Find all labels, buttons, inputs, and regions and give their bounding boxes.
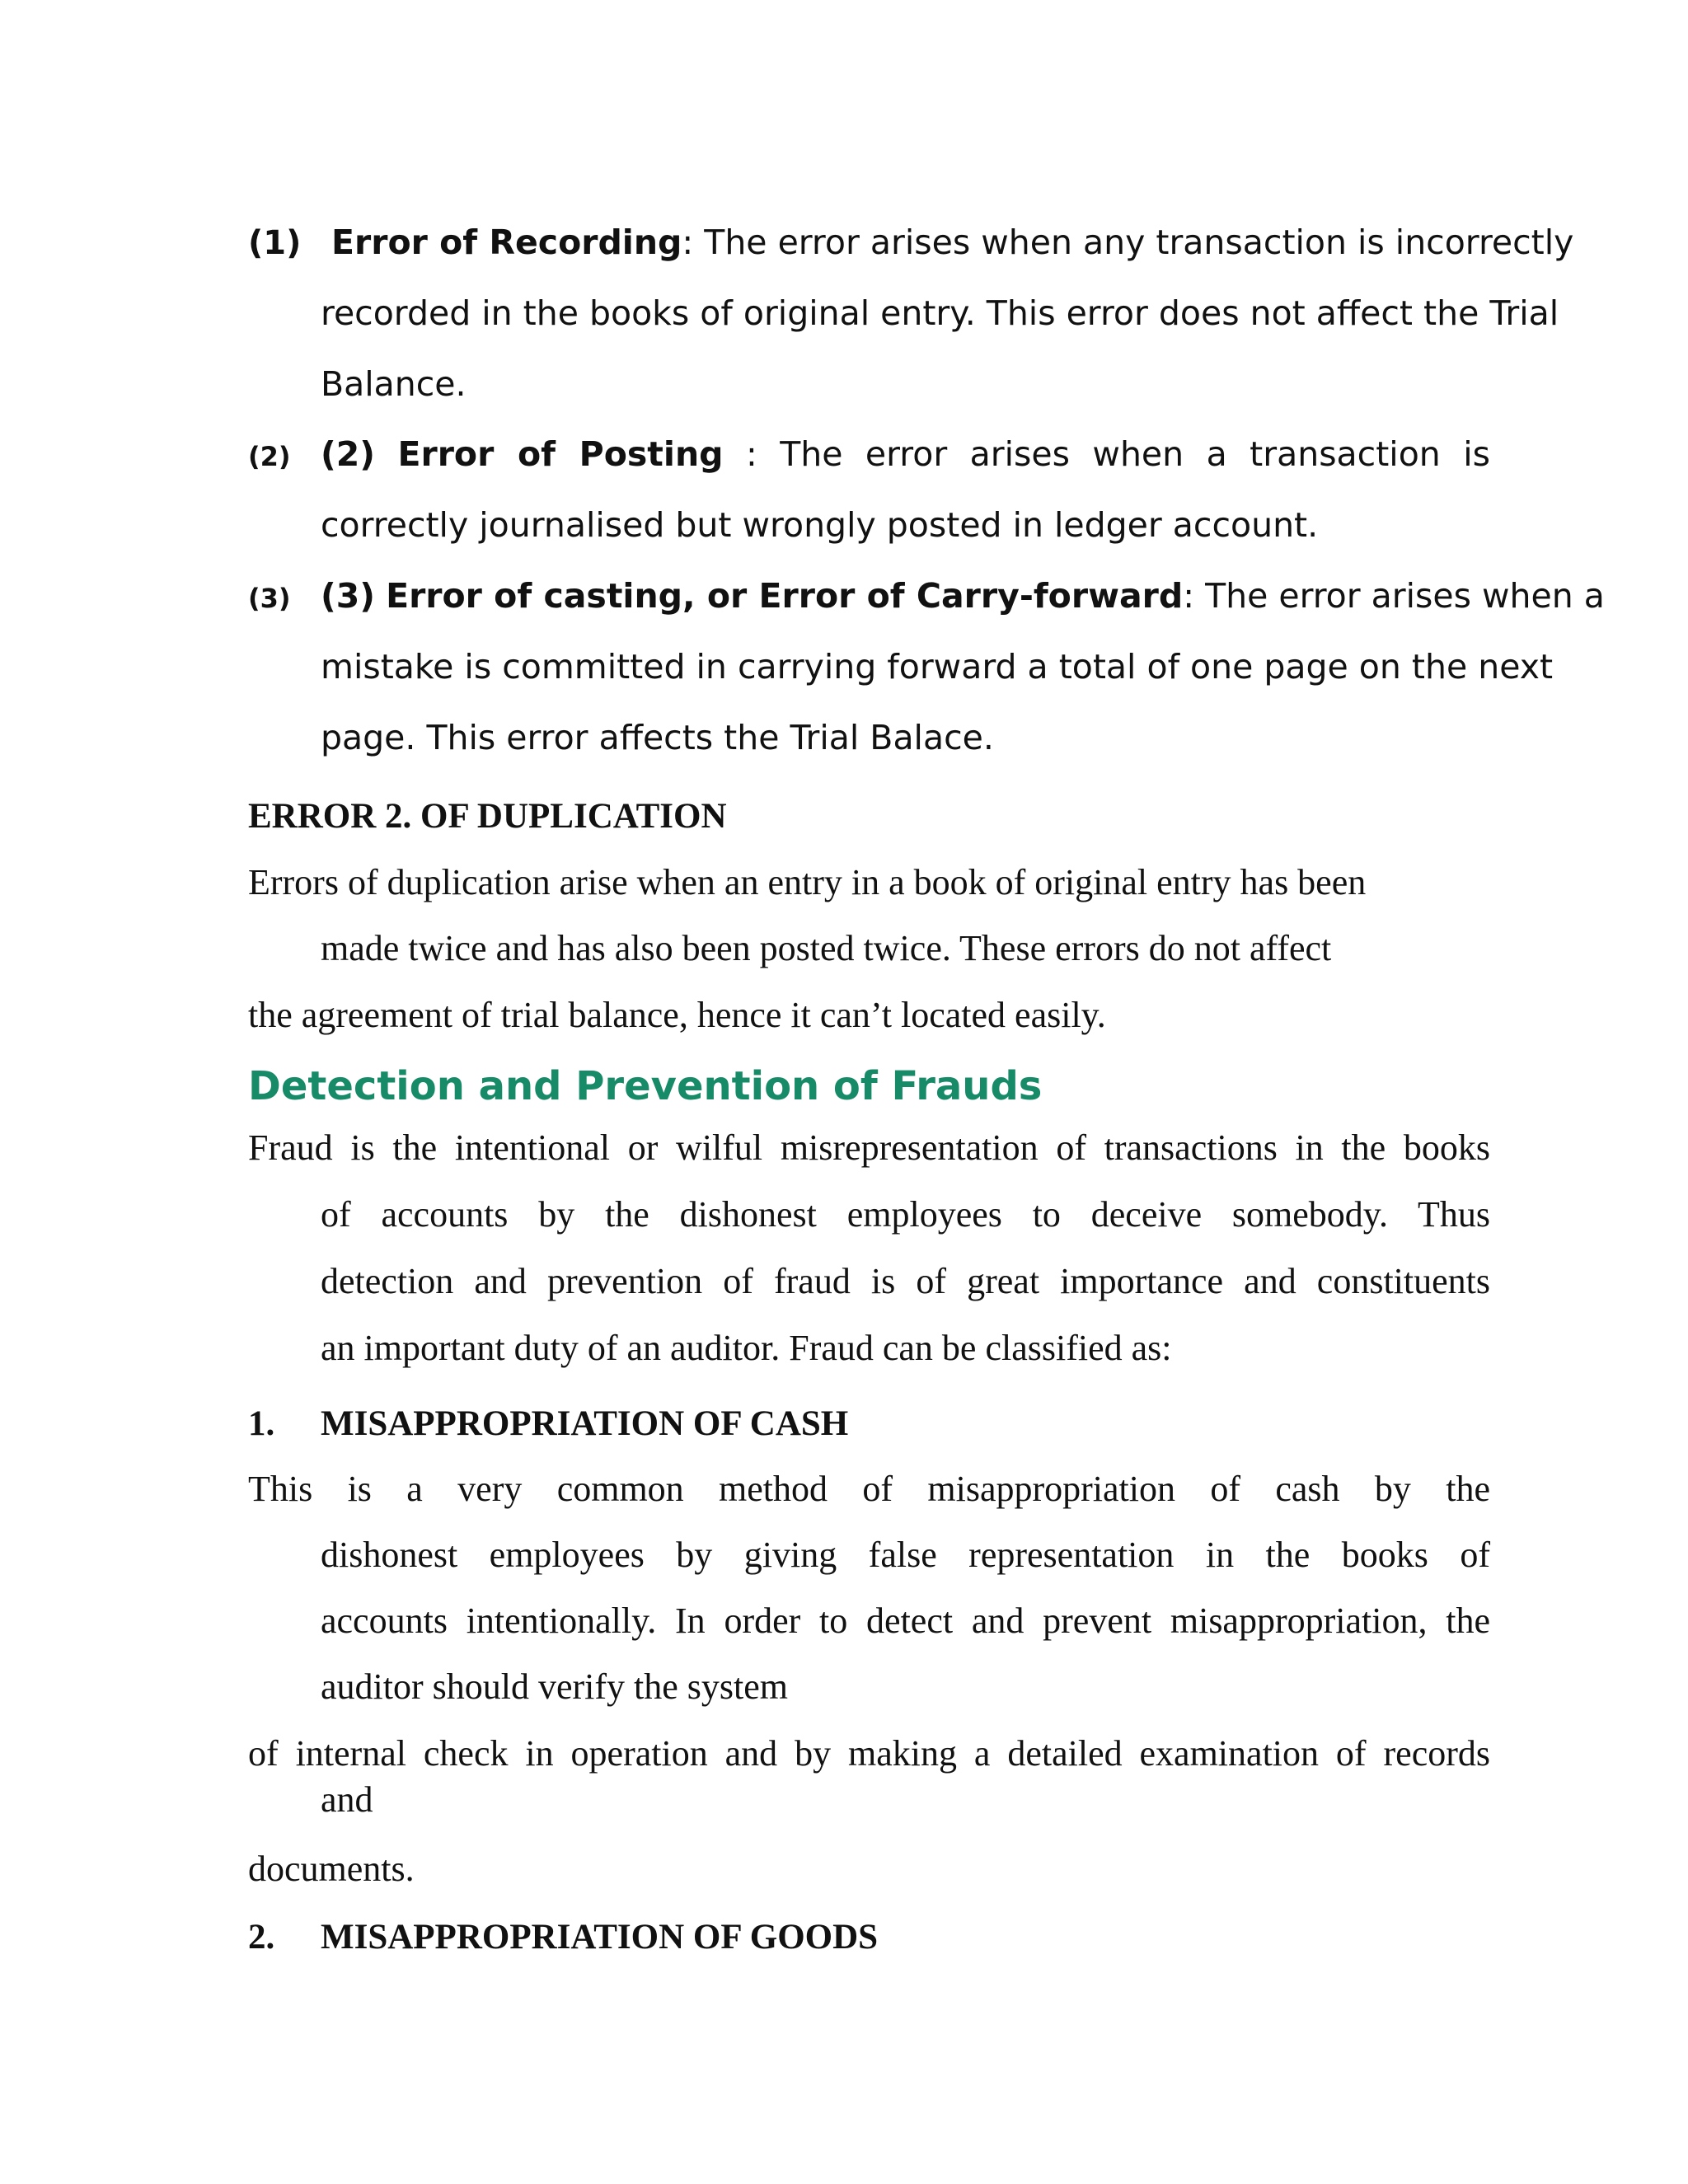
section-number: 2.: [248, 1918, 275, 1957]
item-number: (1): [248, 224, 302, 262]
item-text: The error arises when a transaction is: [780, 434, 1490, 474]
paragraph-line: and: [321, 1779, 373, 1820]
paragraph-line: the agreement of trial balance, hence it can’t located easily.: [248, 995, 1106, 1035]
item-text: The error arises when a: [1205, 576, 1605, 616]
item-line: Balance.: [321, 364, 467, 404]
list-marker: (2): [248, 441, 291, 472]
paragraph-line: This is a very common method of misappropriation of cash by the: [248, 1469, 1490, 1509]
section-heading: MISAPPROPRIATION OF CASH: [321, 1404, 849, 1443]
paragraph-line: Errors of duplication arise when an entry in a book of original entry has been: [248, 862, 1367, 902]
paragraph-line: of accounts by the dishonest employees to deceive somebody. Thus: [321, 1194, 1490, 1235]
item-line: correctly journalised but wrongly posted in ledger account.: [321, 505, 1319, 545]
fraud-heading: Detection and Prevention of Frauds: [248, 1063, 1043, 1109]
paragraph-line: auditor should verify the system: [321, 1666, 789, 1707]
item-line: recorded in the books of original entry. This error does not affect the Trial: [321, 293, 1559, 333]
paragraph-line: made twice and has also been posted twice. These errors do not affect: [321, 928, 1332, 968]
paragraph-line: dishonest employees by giving false representation in the books of: [321, 1535, 1490, 1575]
item-separator: :: [1183, 576, 1195, 616]
paragraph-line: Fraud is the intentional or wilful misrepresentation of transactions in the books: [248, 1127, 1490, 1168]
item-first-line: [321, 576, 1605, 616]
section-heading: ERROR 2. OF DUPLICATION: [248, 797, 727, 836]
item-text: The error arises when any transaction is incorrectly: [704, 223, 1574, 262]
item-line: mistake is committed in carrying forward a total of one page on the next: [321, 647, 1554, 687]
item-first-line: [331, 223, 1574, 262]
list-marker: (3): [248, 583, 291, 614]
item-line: page. This error affects the Trial Balace.: [321, 718, 994, 757]
paragraph-line: accounts intentionally. In order to detect and prevent misappropriation, the: [321, 1601, 1490, 1641]
section-number: 1.: [248, 1404, 275, 1443]
item-term: Error of Recording: [331, 223, 682, 262]
paragraph-line: an important duty of an auditor. Fraud can be classified as:: [321, 1328, 1172, 1368]
item-term: Error of casting, or Error of Carry-forward: [386, 576, 1184, 616]
item-term: Error of Posting: [397, 434, 724, 474]
paragraph-line: detection and prevention of fraud is of great importance and constituents: [321, 1261, 1490, 1301]
item-number: (2): [321, 434, 376, 474]
paragraph-line: documents.: [248, 1849, 415, 1889]
item-number: (3): [321, 576, 376, 616]
item-separator: :: [745, 434, 757, 474]
item-separator: :: [682, 223, 694, 262]
paragraph-line: of internal check in operation and by making a detailed examination of records: [248, 1733, 1490, 1774]
item-first-line: [321, 434, 1490, 474]
section-heading: MISAPPROPRIATION OF GOODS: [321, 1918, 879, 1957]
